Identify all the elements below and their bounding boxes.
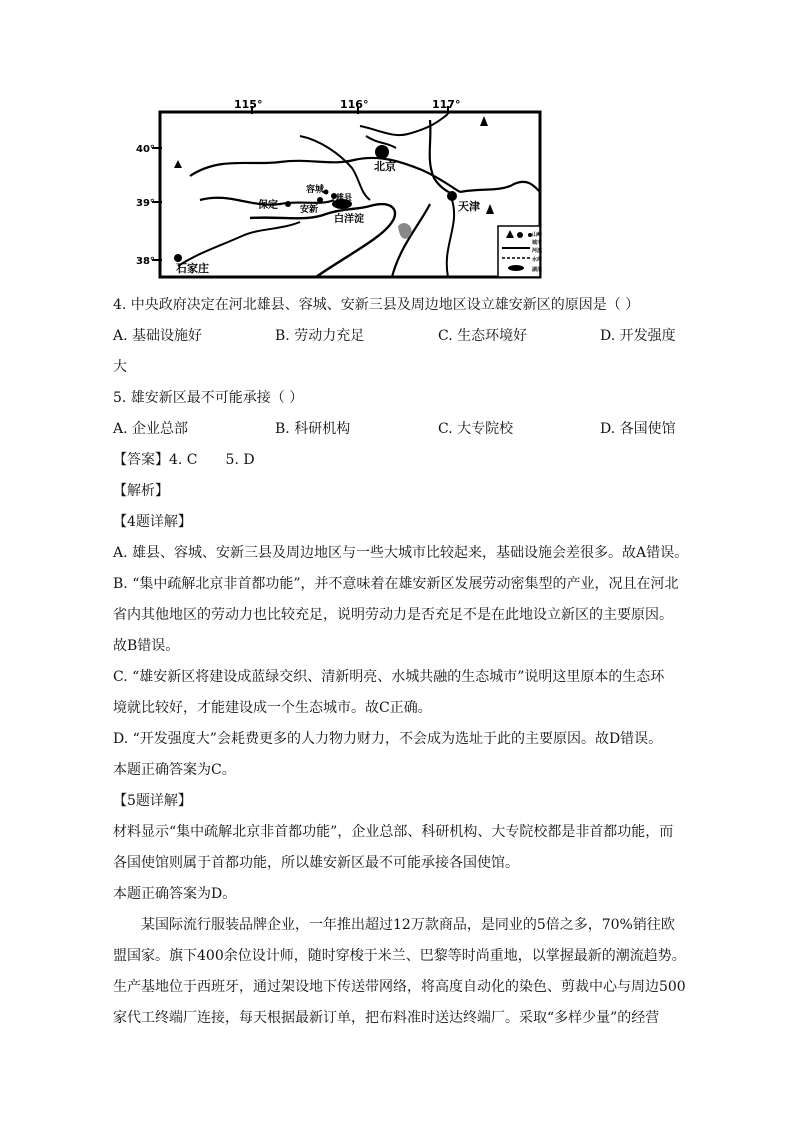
detail4-b-line1: B. “集中疏解北京非首都功能”，并不意味着在雄安新区发展劳动密集型的产业，况且在河北 — [113, 576, 679, 592]
legend-lake-symbol — [508, 265, 524, 271]
q4-stem: 4. 中央政府决定在河北雄县、容城、安新三县及周边地区设立雄安新区的原因是（ ） — [113, 297, 640, 313]
detail5-line1: 材料显示“集中疏解北京非首都功能”，企业总部、科研机构、大专院校都是非首都功能，而 — [113, 824, 674, 840]
q5-options — [113, 414, 688, 445]
detail4-a: A. 雄县、容城、安新三县及周边地区与一些大城市比较起来，基础设施会差很多。故A错误。 — [113, 545, 689, 561]
lon-label-115: 115° — [234, 98, 263, 111]
q4-options — [113, 321, 688, 352]
legend-city-symbol — [517, 232, 523, 238]
map-svg — [130, 96, 550, 282]
answer-line — [113, 445, 688, 476]
legend-label-river: 河流 — [532, 248, 543, 254]
rongcheng-marker — [324, 190, 329, 195]
lat-label-38: 38° — [136, 256, 155, 267]
q4-option-b: B. 劳动力充足 — [275, 328, 365, 344]
q5-option-b: B. 科研机构 — [275, 421, 351, 437]
answer-5: 5. D — [225, 452, 255, 468]
baoding-marker — [285, 201, 291, 207]
document-body — [113, 290, 688, 1034]
q4-option-a: A. 基础设施好 — [113, 328, 203, 344]
q5-option-c: C. 大专院校 — [438, 421, 514, 437]
detail4-title: 【4题详解】 — [113, 514, 192, 530]
shijiazhuang-marker — [174, 254, 182, 262]
detail4-d: D. “开发强度大”会耗费更多的人力物力财力，不会成为选址于此的主要原因。故D错误。 — [113, 731, 663, 747]
detail5-title: 【5题详解】 — [113, 793, 192, 809]
label-baiyangdian: 白洋淀 — [334, 214, 364, 225]
passage-line1: 某国际流行服装品牌企业，一年推出超过12万款商品，是同业的5倍之多，70%销往欧 — [141, 917, 675, 933]
q4-option-c: C. 生态环境好 — [438, 328, 528, 344]
label-baoding: 保定 — [258, 200, 278, 211]
detail4-c-line1: C. “雄安新区将建设成蓝绿交织、清新明亮、水城共融的生态城市”说明这里原本的生态环 — [113, 669, 665, 685]
answer-label: 【答案】 — [113, 452, 169, 468]
detail5-line2: 各国使馆则属于首都功能，所以雄安新区最不可能承接各国使馆。 — [113, 855, 519, 871]
passage-line3: 生产基地位于西班牙，通过架设地下传送带网络，将高度自动化的染色、剪裁中心与周边500 — [113, 979, 686, 995]
detail4-b-line3: 故B错误。 — [113, 638, 180, 654]
detail4-conclusion: 本题正确答案为C。 — [113, 762, 236, 778]
passage-line4: 家代工终端厂连接，每天根据最新订单，把布料准时送达终端厂。采取“多样少量”的经营 — [113, 1010, 660, 1026]
q4-option-d-continuation: 大 — [113, 359, 127, 375]
legend-label-peak: 山峰 — [532, 232, 543, 238]
map-legend — [498, 226, 542, 277]
lat-label-39: 39° — [136, 198, 155, 209]
analysis-label: 【解析】 — [113, 483, 169, 499]
q4-option-d: D. 开发强度 — [600, 328, 676, 344]
label-rongcheng: 容城 — [306, 185, 325, 195]
label-anxin: 安新 — [300, 205, 319, 215]
answer-4: 4. C — [169, 452, 198, 468]
tianjin-marker — [447, 191, 457, 201]
label-shijiazhuang: 石家庄 — [176, 262, 209, 275]
lon-label-117: 117° — [432, 98, 461, 111]
detail4-b-line2: 省内其他地区的劳动力也比较充足，说明劳动力是否充足不是在此地设立新区的主要原因。 — [113, 607, 673, 623]
label-beijing: 北京 — [374, 160, 396, 173]
legend-label-reservoir: 水库 — [532, 257, 543, 263]
label-tianjin: 天津 — [458, 200, 480, 213]
detail5-conclusion: 本题正确答案为D。 — [113, 886, 237, 902]
xiongan-location-map — [130, 96, 550, 282]
detail4-c-line2: 境就比较好，才能建设成一个生态城市。故C正确。 — [113, 700, 432, 716]
q5-option-d: D. 各国使馆 — [600, 421, 676, 437]
anxin-marker — [317, 197, 323, 203]
legend-label-lake: 湖泊 — [532, 267, 543, 273]
legend-label-city: 城市 — [532, 240, 543, 246]
label-xiongxian: 雄县 — [336, 193, 352, 202]
q5-stem: 5. 雄安新区最不可能承接（ ） — [113, 390, 304, 406]
beijing-marker — [375, 145, 389, 159]
lon-label-116: 116° — [340, 98, 369, 111]
lat-label-40: 40° — [136, 144, 155, 155]
q5-option-a: A. 企业总部 — [113, 421, 189, 437]
passage-line2: 盟国家。旗下400余位设计师，随时穿梭于米兰、巴黎等时尚重地，以掌握最新的潮流趋势。 — [113, 948, 686, 964]
